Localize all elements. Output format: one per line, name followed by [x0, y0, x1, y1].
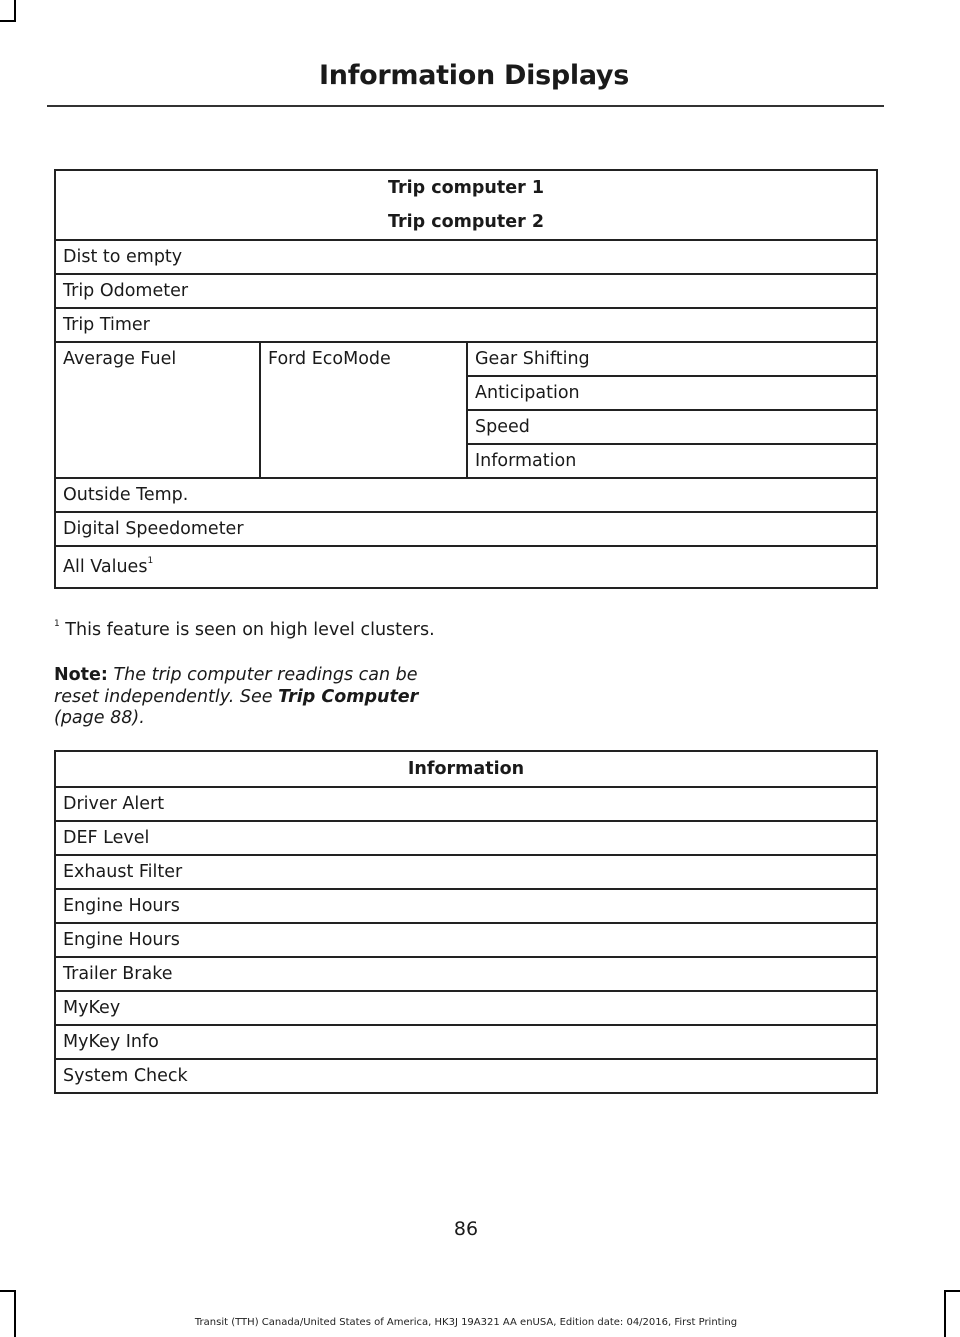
footer-text: Transit (TTH) Canada/United States of America, HK3J 19A321 AA enUSA, Edition date: 04/2016, First Printing [194, 1317, 738, 1328]
all-values-row [55, 546, 877, 588]
crop-mark [0, 1290, 16, 1292]
information-table [54, 750, 878, 1094]
crop-mark [14, 0, 16, 20]
heading-trip-computer-1: Trip computer 1 [387, 178, 544, 198]
average-fuel-cell: Average Fuel [55, 342, 260, 478]
trip-computer-table [54, 169, 878, 589]
note-text: The trip computer readings can be reset independently. See [54, 665, 418, 707]
footnote-marker: 1 [147, 556, 154, 566]
table-row: Engine Hours [55, 923, 877, 957]
table-row: Trip Odometer [55, 274, 877, 308]
table-row: MyKey Info [55, 1025, 877, 1059]
all-values-label: All Values [63, 557, 148, 577]
heading-trip-computer-2: Trip computer 2 [387, 212, 544, 232]
table-row: Trailer Brake [55, 957, 877, 991]
table-row: Exhaust Filter [55, 855, 877, 889]
table-row: DEF Level [55, 821, 877, 855]
crop-mark [0, 20, 16, 22]
table-row: Anticipation [467, 376, 877, 410]
table-row: Speed [467, 410, 877, 444]
page-title: Information Displays [319, 60, 629, 91]
note-label: Note: [54, 665, 108, 685]
note-paragraph [54, 665, 444, 730]
table-row: Engine Hours [55, 889, 877, 923]
table-header [55, 170, 877, 240]
page-number: 86 [453, 1218, 479, 1240]
footnote-marker: 1 [54, 619, 60, 629]
trip-computer-link[interactable]: Trip Computer [278, 686, 419, 707]
note-page-ref: (page 88). [54, 708, 145, 728]
footnote [54, 620, 435, 640]
footnote-text: This feature is seen on high level clusters. [59, 620, 435, 640]
table-row: System Check [55, 1059, 877, 1093]
header-divider [47, 105, 884, 107]
table-header: Information [55, 751, 877, 787]
crop-mark [944, 1290, 960, 1292]
table-row: Dist to empty [55, 240, 877, 274]
crop-mark [944, 1290, 946, 1337]
table-row: Digital Speedometer [55, 512, 877, 546]
table-row: Trip Timer [55, 308, 877, 342]
ford-ecomode-cell: Ford EcoMode [260, 342, 467, 478]
table-row: Outside Temp. [55, 478, 877, 512]
table-row: Gear Shifting [467, 342, 877, 376]
crop-mark [14, 1290, 16, 1337]
table-row: MyKey [55, 991, 877, 1025]
table-row: Information [467, 444, 877, 478]
table-row: Driver Alert [55, 787, 877, 821]
